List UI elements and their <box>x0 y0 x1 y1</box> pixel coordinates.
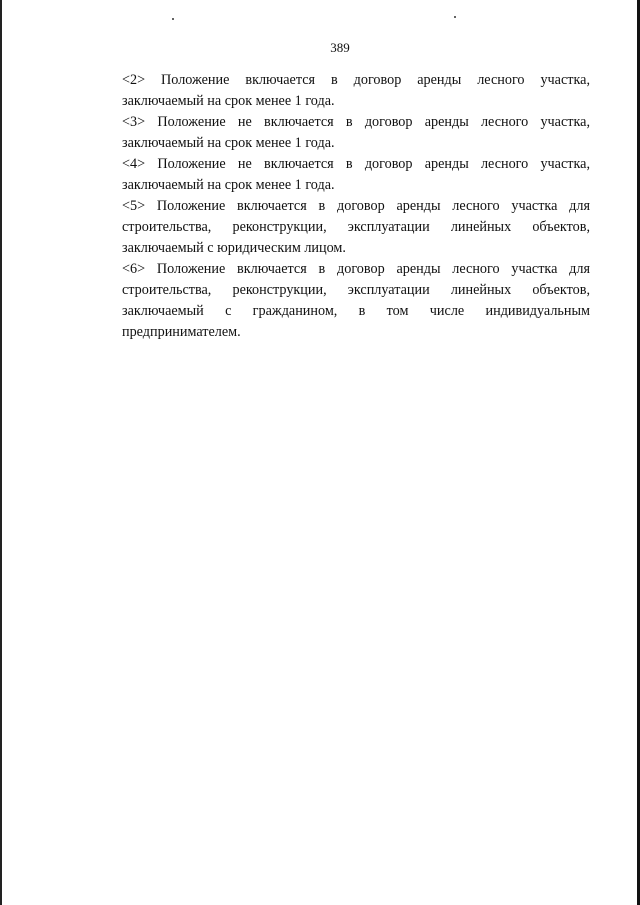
footnote-line: заключаемый на срок менее 1 года. <box>122 177 335 193</box>
footnote-line: заключаемый с гражданином, в том числе индивидуальным <box>122 303 590 319</box>
footnote-line: заключаемый на срок менее 1 года. <box>122 93 335 109</box>
footnote-2 <box>94 70 590 112</box>
footnote-4 <box>94 154 590 196</box>
scan-speck <box>172 18 174 20</box>
footnote-line: <6> Положение включается в договор аренды лесного участка для <box>122 261 590 277</box>
footnote-line: <4> Положение не включается в договор аренды лесного участка, <box>122 156 590 172</box>
footnote-line: заключаемый на срок менее 1 года. <box>122 135 335 151</box>
footnote-line: заключаемый с юридическим лицом. <box>122 240 346 256</box>
footnote-line: строительства, реконструкции, эксплуатации линейных объектов, <box>122 219 590 235</box>
scan-speck <box>454 16 456 18</box>
footnote-5 <box>94 196 590 259</box>
footnotes-body <box>94 70 590 343</box>
footnote-6 <box>94 259 590 343</box>
footnote-line: <2> Положение включается в договор аренды лесного участка, <box>122 72 590 88</box>
footnote-line: предпринимателем. <box>122 324 241 340</box>
footnote-line: <3> Положение не включается в договор аренды лесного участка, <box>122 114 590 130</box>
footnote-line: строительства, реконструкции, эксплуатации линейных объектов, <box>122 282 590 298</box>
footnote-line: <5> Положение включается в договор аренды лесного участка для <box>122 198 590 214</box>
page-number: 389 <box>330 40 350 55</box>
scan-edge-left <box>0 0 2 905</box>
footnote-3 <box>94 112 590 154</box>
